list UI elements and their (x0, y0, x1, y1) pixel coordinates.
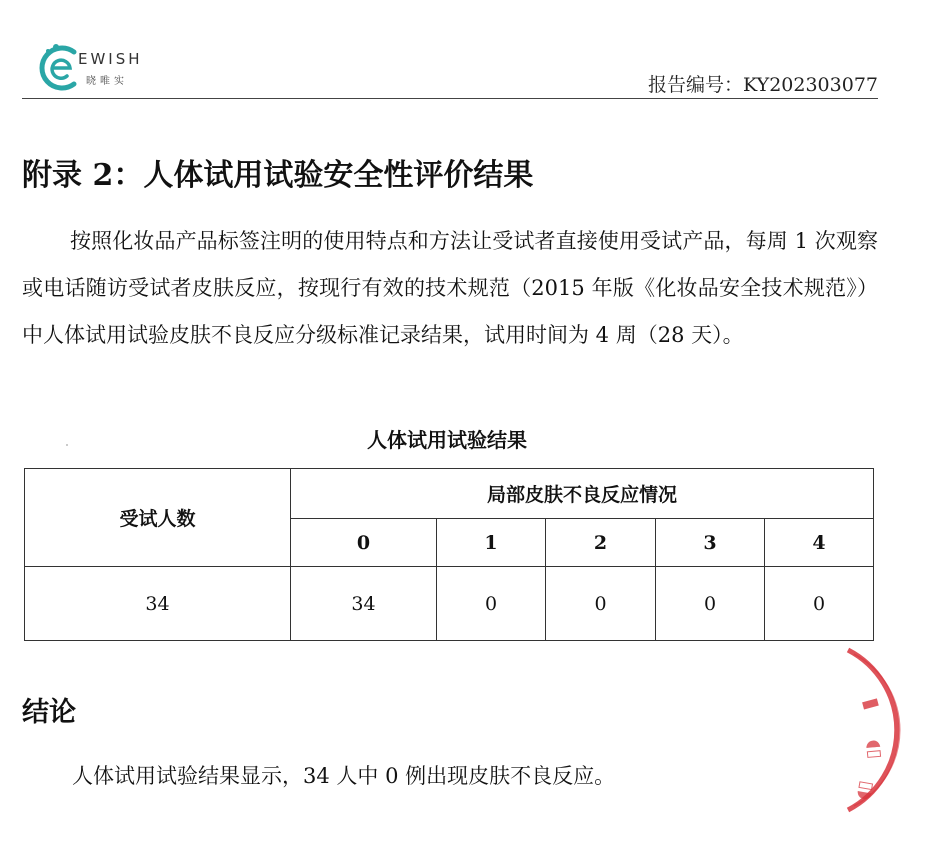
grade-header-3: 3 (656, 519, 765, 567)
grade-header-4: 4 (765, 519, 874, 567)
grade-1-count: 0 (437, 567, 546, 641)
logo-text: EWISH (78, 50, 143, 68)
logo-subtext: 晓唯实 (86, 76, 128, 87)
grade-header-1: 1 (437, 519, 546, 567)
conclusion-text: 人体试用试验结果显示，34 人中 0 例出现皮肤不良反应。 (72, 764, 616, 788)
table-caption: 人体试用试验结果 (367, 428, 527, 452)
report-number: 报告编号：KY202303077 (647, 74, 878, 96)
red-seal-stamp (818, 640, 938, 820)
grade-header-2: 2 (546, 519, 656, 567)
company-logo (34, 38, 194, 94)
method-paragraph: 按照化妆品产品标签注明的使用特点和方法让受试者直接使用受试产品，每周 1 次观察或电话随访受试者皮肤反应，按现行有效的技术规范（2015 年版《化妆品安全技术规范》）中人体试用试验皮肤不良反应分级标准记录结果，试用时间为 4 周（28 天）。 (22, 229, 878, 347)
grade-4-count: 0 (765, 567, 874, 641)
grade-header-0: 0 (291, 519, 437, 567)
svg-text:▯◗: ▯◗ (853, 779, 878, 802)
table-header-row (25, 469, 874, 519)
page-header (22, 36, 878, 100)
grade-2-count: 0 (546, 567, 656, 641)
grade-3-count: 0 (656, 567, 765, 641)
result-table (24, 468, 874, 641)
reaction-group-header: 局部皮肤不良反应情况 (291, 469, 874, 519)
grade-0-count: 34 (291, 567, 437, 641)
conclusion-heading: 结论 (22, 697, 76, 728)
svg-text:▮: ▮ (859, 695, 886, 712)
svg-text:◖▯: ◖▯ (863, 738, 886, 760)
subjects-count: 34 (25, 567, 291, 641)
header-divider (22, 98, 878, 99)
subjects-header: 受试人数 (25, 469, 291, 567)
appendix-title: 附录 2：人体试用试验安全性评价结果 (22, 158, 534, 193)
table-row (25, 567, 874, 641)
